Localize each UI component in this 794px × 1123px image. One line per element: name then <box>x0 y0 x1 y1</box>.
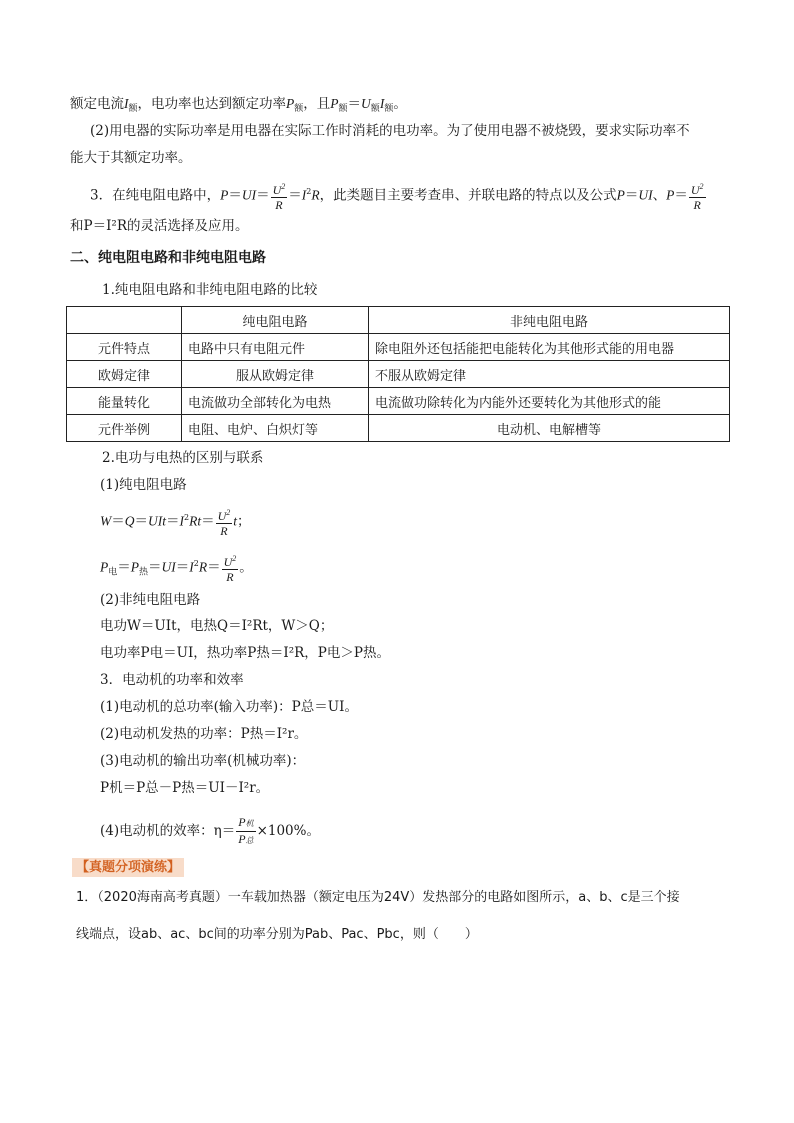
question-line-2: 线端点，设ab、ac、bc间的功率分别为Pab、Pac、Pbc，则（ ） <box>76 927 478 942</box>
pure-power-formula: $P_电=P_热=UI=I^2R=$ $\frac{U^2}{R}$ 。 <box>100 554 253 584</box>
actual-power-line: (2)用电器的实际功率是用电器在实际工作时消耗的电功率。为了使用电器不被烧毁，要求实际功率不 <box>90 123 690 139</box>
table-row <box>67 415 730 442</box>
comparison-table <box>66 306 730 442</box>
nonpure-power-line: 电功率P电＝UI，热功率P热＝I²R，P电＞P热。 <box>100 645 390 661</box>
table-cell: 电流做功全部转化为电热 <box>182 388 369 415</box>
table-row <box>67 334 730 361</box>
table-cell: 能量转化 <box>67 388 182 415</box>
section-heading: 二、纯电阻电路和非纯电阻电路 <box>70 250 266 266</box>
motor-output-title: (3)电动机的输出功率(机械功率)： <box>100 753 306 769</box>
nonpure-circuit-title: (2)非纯电阻电路 <box>100 592 201 608</box>
table-cell: 服从欧姆定律 <box>182 361 369 388</box>
table-cell: 非纯电阻电路 <box>369 307 730 334</box>
table-cell: 纯电阻电路 <box>182 307 369 334</box>
comparison-subtitle: 1.纯电阻电路和非纯电阻电路的比较 <box>102 282 318 298</box>
table-cell: 电路中只有电阻元件 <box>182 334 369 361</box>
motor-total-power: (1)电动机的总功率(输入功率)：P总＝UI。 <box>100 699 358 715</box>
table-cell: 元件特点 <box>67 334 182 361</box>
table-cell: 电流做功除转化为内能外还要转化为其他形式的能 <box>369 388 730 415</box>
pure-resistance-formula-line: 3．在纯电阻电路中，P＝UI＝ $\frac{U^2}{R}$ $=I^2R$，此类题目主要考查串、并联电路的特点以及公式P＝UI、P＝ $\frac{U^2}{R}$ <box>90 182 704 212</box>
question-line-1: 1．（2020海南高考真题）一车载加热器（额定电压为24V）发热部分的电路如图所示，a、b、c是三个接 <box>76 890 680 905</box>
table-cell: 不服从欧姆定律 <box>369 361 730 388</box>
actual-power-line-cont: 能大于其额定功率。 <box>70 150 192 166</box>
table-cell: 电动机、电解槽等 <box>369 415 730 442</box>
motor-title: 3．电动机的功率和效率 <box>100 672 244 688</box>
motor-efficiency: (4)电动机的效率：η＝ $\frac{\text{P机}}{\text{P总}}$ ×100%。 <box>100 815 320 846</box>
nonpure-work-line: 电功W＝UIt，电热Q＝I²Rt，W＞Q； <box>100 618 334 634</box>
table-row <box>67 388 730 415</box>
section-banner: 【真题分项演练】 <box>72 858 184 877</box>
table-cell <box>67 307 182 334</box>
formula-choice-line: 和P＝I²R的灵活选择及应用。 <box>70 218 249 234</box>
table-cell: 元件举例 <box>67 415 182 442</box>
pure-circuit-title: (1)纯电阻电路 <box>100 477 187 493</box>
table-cell: 电阻、电炉、白炽灯等 <box>182 415 369 442</box>
pure-work-formula: $W=Q=UIt=I^2Rt=$ $\frac{U^2}{R}$ t； <box>100 508 251 538</box>
table-row <box>67 361 730 388</box>
motor-heat-power: (2)电动机发热的功率：P热＝I²r。 <box>100 726 308 742</box>
work-heat-title: 2.电功与电热的区别与联系 <box>102 450 264 466</box>
rated-current-line: 额定电流$I_额$，电功率也达到额定功率$P_额$，且$P_额=U_额I_额$。 <box>70 96 407 114</box>
motor-output-formula: P机＝P总－P热＝UI－I²r。 <box>100 780 270 796</box>
table-header-row <box>67 307 730 334</box>
table-cell: 欧姆定律 <box>67 361 182 388</box>
table-cell: 除电阻外还包括能把电能转化为其他形式能的用电器 <box>369 334 730 361</box>
